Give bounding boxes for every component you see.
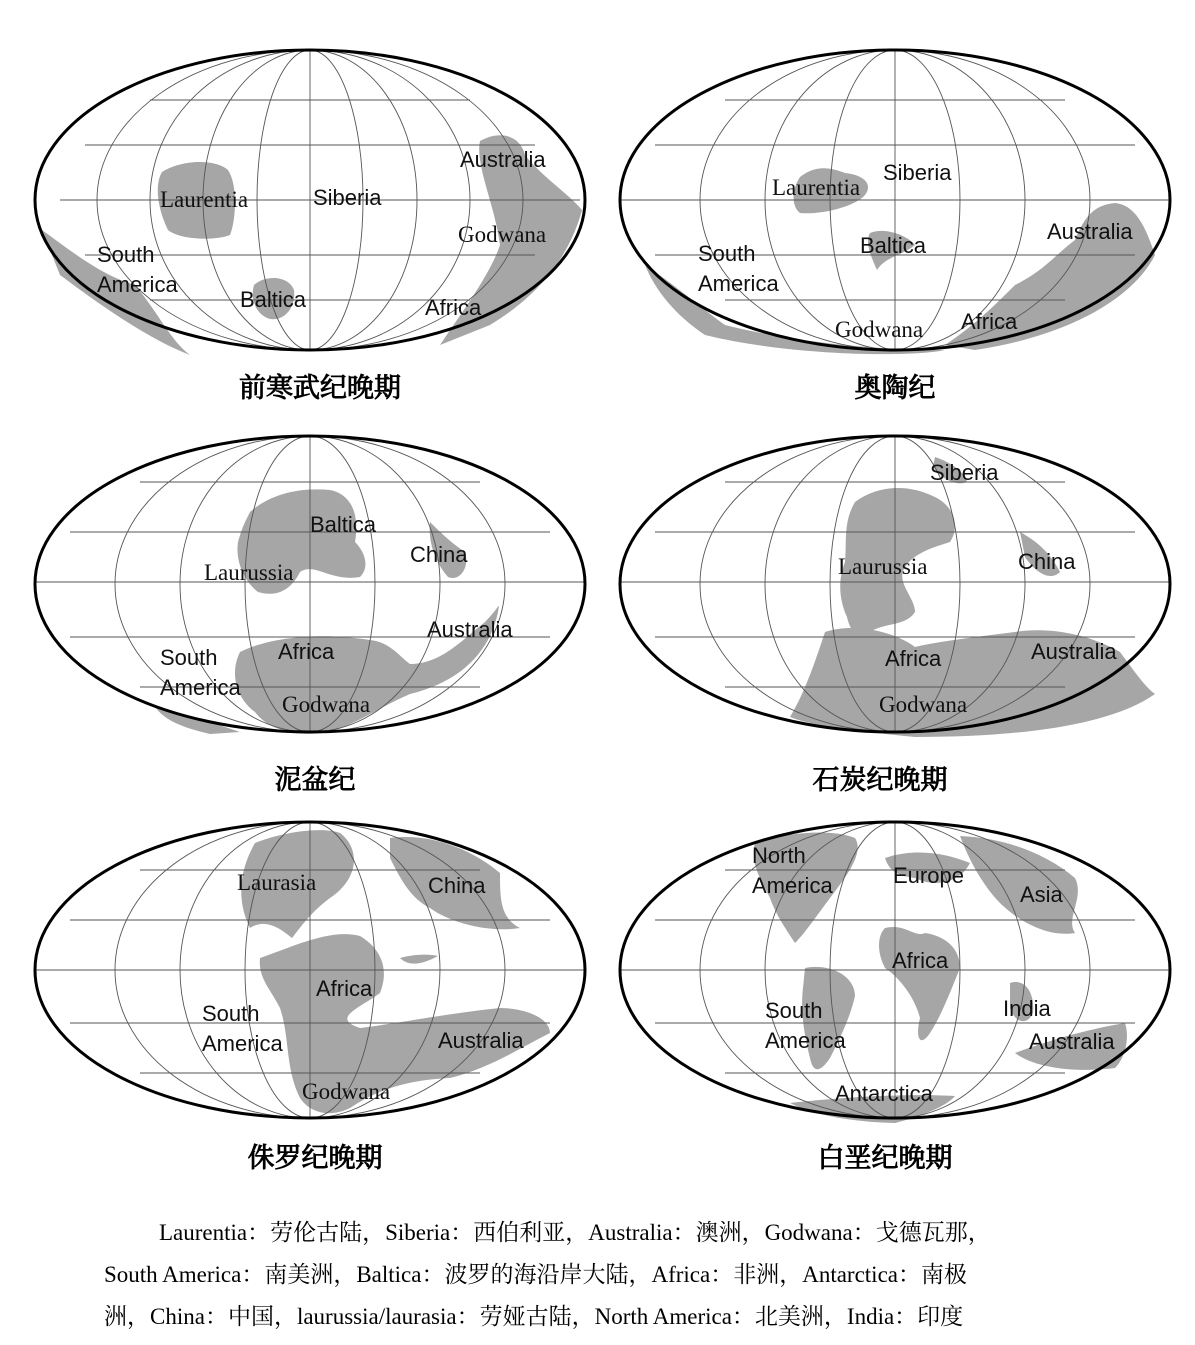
label-africa: Africa	[961, 309, 1018, 334]
label-baltica: Baltica	[860, 233, 927, 258]
legend-line-1: Laurentia：劳伦古陆，Siberia：西伯利亚，Australia：澳洲，Godwana：戈德瓦那，	[159, 1220, 991, 1245]
label-siberia: Siberia	[313, 185, 382, 210]
label-godwana: Godwana	[302, 1079, 391, 1104]
label-europe: Europe	[893, 863, 964, 888]
label-america: America	[202, 1031, 283, 1056]
caption-ordovician: 奥陶纪	[854, 373, 936, 404]
graticule	[35, 436, 585, 732]
label-australia: Australia	[1031, 639, 1117, 664]
globe-map	[30, 818, 590, 1128]
label-india: India	[1003, 996, 1051, 1021]
globe-map	[615, 432, 1175, 742]
label-south: South	[698, 241, 756, 266]
graticule	[35, 822, 585, 1118]
map-late-carboniferous	[615, 432, 1175, 742]
map-late-jurassic	[30, 818, 590, 1128]
map-late-precambrian	[30, 45, 590, 355]
caption-devonian: 泥盆纪	[274, 765, 356, 796]
label-africa: Africa	[316, 976, 373, 1001]
label-siberia: Siberia	[883, 160, 952, 185]
caption-late-cretaceous: 白垩纪晚期	[817, 1143, 953, 1174]
label-south: South	[97, 242, 155, 267]
label-australia: Australia	[438, 1028, 524, 1053]
label-north-america: America	[752, 873, 833, 898]
label-america: America	[160, 675, 241, 700]
label-africa: Africa	[278, 639, 335, 664]
label-laurussia: Laurussia	[838, 554, 928, 579]
legend-line-2: South America：南美洲，Baltica：波罗的海沿岸大陆，Africa：非洲，Antarctica：南极	[104, 1262, 967, 1287]
label-godwana: Godwana	[879, 692, 968, 717]
caption-late-carboniferous: 石炭纪晚期	[812, 765, 948, 796]
label-australia: Australia	[1047, 219, 1133, 244]
map-ordovician	[615, 45, 1175, 355]
label-america: America	[698, 271, 779, 296]
label-australia: Australia	[427, 617, 513, 642]
label-laurasia: Laurasia	[237, 870, 317, 895]
label-china: China	[428, 873, 486, 898]
globe-map	[30, 45, 590, 355]
label-africa: Africa	[892, 948, 949, 973]
label-south: South	[202, 1001, 260, 1026]
label-godwana: Godwana	[458, 222, 547, 247]
label-africa: Africa	[885, 646, 942, 671]
label-godwana: Godwana	[835, 317, 924, 342]
label-australia: Australia	[460, 147, 546, 172]
map-devonian	[30, 432, 590, 742]
legend-line-3: 洲，China：中国，laurussia/laurasia：劳娅古陆，North America：北美洲，India：印度	[104, 1304, 964, 1329]
label-laurentia: Laurentia	[772, 175, 861, 200]
label-china: China	[1018, 549, 1076, 574]
globe-map	[615, 45, 1175, 355]
label-north: North	[752, 843, 806, 868]
label-africa: Africa	[425, 295, 482, 320]
label-south: South	[765, 998, 823, 1023]
legend	[104, 1212, 1104, 1338]
label-siberia: Siberia	[930, 460, 999, 485]
label-laurentia: Laurentia	[160, 187, 249, 212]
map-late-cretaceous	[615, 818, 1175, 1128]
label-china: China	[410, 542, 468, 567]
label-laurussia: Laurussia	[204, 560, 294, 585]
label-baltica: Baltica	[310, 512, 377, 537]
label-south-america: America	[765, 1028, 846, 1053]
label-america: America	[97, 272, 178, 297]
label-australia: Australia	[1029, 1029, 1115, 1054]
label-godwana: Godwana	[282, 692, 371, 717]
caption-late-jurassic: 侏罗纪晚期	[247, 1143, 383, 1174]
globe-map	[615, 818, 1175, 1128]
label-asia: Asia	[1020, 882, 1063, 907]
caption-late-precambrian: 前寒武纪晚期	[239, 373, 401, 404]
label-baltica: Baltica	[240, 287, 307, 312]
label-antarctica: Antarctica	[835, 1081, 933, 1106]
globe-map	[30, 432, 590, 742]
label-south: South	[160, 645, 218, 670]
